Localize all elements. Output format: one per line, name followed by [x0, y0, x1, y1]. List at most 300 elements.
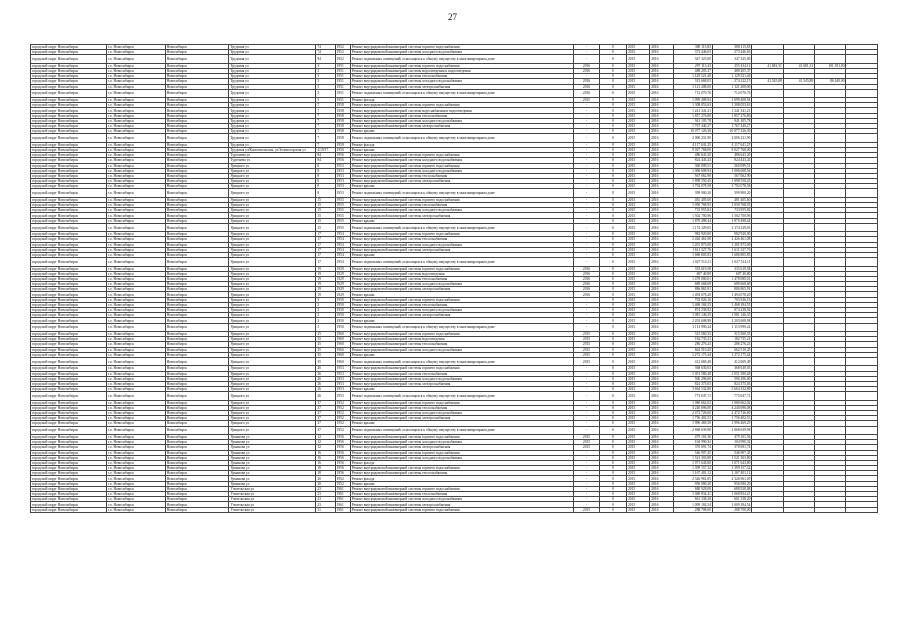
street-cell: Трудовая ул/Комсомольская, ул/Зеленогорская ул: [229, 147, 316, 152]
municipality-cell: городской округ Новосибирск: [31, 68, 107, 73]
municipality-cell: городской округ Новосибирск: [31, 357, 107, 365]
city-district-cell: г.о. Новосибирск: [106, 89, 165, 97]
city-district-cell: г.о. Новосибирск: [106, 318, 165, 323]
municipality-cell: городской округ Новосибирск: [31, 252, 107, 257]
period-to-cell: 2016: [650, 371, 673, 376]
zero-value-cell: 0: [599, 426, 626, 434]
start-year-cell: 2016: [574, 89, 599, 97]
street-cell: Урицкого ул: [229, 258, 316, 266]
period-to-cell: 2016: [650, 147, 673, 152]
build-year-cell: 1953: [335, 173, 350, 178]
start-year-cell: -: [574, 247, 599, 252]
settlement-cell: Новосибирск: [165, 147, 229, 152]
start-year-cell: 2016: [574, 287, 599, 292]
work-type-cell: Ремонт внутридомовой инженерной системы холодного водоснабжения: [350, 158, 574, 163]
cost-cell: 1 167 401,12: [673, 471, 712, 476]
municipality-cell: городской округ Новосибирск: [31, 179, 107, 184]
period-from-cell: 2015: [626, 113, 649, 118]
period-to-cell: 2016: [650, 276, 673, 281]
period-to-cell: 2016: [650, 79, 673, 84]
period-from-cell: 2015: [626, 460, 649, 465]
cost-cell: 2 326 961,05: [673, 476, 712, 481]
municipality-cell: городской округ Новосибирск: [31, 142, 107, 147]
zero-value-cell: 0: [599, 331, 626, 336]
work-type-cell: Ремонт внутридомовой инженерной системы теплоснабжения: [350, 405, 574, 410]
house-number-cell: 19: [316, 276, 335, 281]
street-cell: Урицкого ул: [229, 376, 316, 381]
zero-value-cell: 0: [599, 466, 626, 471]
period-from-cell: 2015: [626, 492, 649, 497]
city-district-cell: г.о. Новосибирск: [106, 213, 165, 218]
zero-value-cell: 0: [599, 492, 626, 497]
work-type-cell: Ремонт внутридомовой инженерной системы горячего водоснабжения: [350, 331, 574, 336]
work-type-cell: Ремонт внутридомовой инженерной системы горячего водоснабжения: [350, 450, 574, 455]
extra-amount-1-cell: [752, 258, 783, 266]
zero-value-cell: 0: [599, 507, 626, 512]
total-cell: 315 560,33: [712, 331, 751, 336]
total-cell: 255 434,12: [712, 63, 751, 68]
municipality-cell: городской округ Новосибирск: [31, 471, 107, 476]
extra-amount-3-cell: [815, 426, 846, 434]
build-year-cell: 1951: [335, 79, 350, 84]
city-district-cell: г.о. Новосибирск: [106, 323, 165, 331]
settlement-cell: Новосибирск: [165, 440, 229, 445]
zero-value-cell: 0: [599, 50, 626, 55]
street-cell: Урицкого ул: [229, 297, 316, 302]
municipality-cell: городской округ Новосибирск: [31, 271, 107, 276]
work-type-cell: Ремонт подвальных помещений, относящихся к общему имуществу в многоквартирном доме: [350, 357, 574, 365]
house-number-cell: 3: [316, 318, 335, 323]
street-cell: Урицкого ул: [229, 357, 316, 365]
zero-value-cell: 0: [599, 352, 626, 357]
municipality-cell: городской округ Новосибирск: [31, 455, 107, 460]
house-number-cell: 15: [316, 197, 335, 202]
street-cell: Урицкого ул: [229, 392, 316, 400]
municipality-cell: городской округ Новосибирск: [31, 376, 107, 381]
zero-value-cell: 0: [599, 455, 626, 460]
extra-amount-4-cell: [846, 507, 878, 512]
build-year-cell: 1960: [335, 357, 350, 365]
start-year-cell: -: [574, 45, 599, 50]
city-district-cell: г.о. Новосибирск: [106, 497, 165, 502]
build-year-cell: 1951: [335, 89, 350, 97]
start-year-cell: -: [574, 50, 599, 55]
start-year-cell: -: [574, 129, 599, 134]
period-from-cell: 2015: [626, 476, 649, 481]
period-from-cell: 2015: [626, 323, 649, 331]
house-number-cell: 7: [316, 129, 335, 134]
table-row: [31, 357, 878, 365]
build-year-cell: 1961: [335, 507, 350, 512]
extra-amount-2-cell: 41 681,31: [783, 63, 814, 68]
build-year-cell: 1955: [335, 208, 350, 213]
period-to-cell: 2016: [650, 297, 673, 302]
work-type-cell: Ремонт внутридомовой инженерной системы холодного водоснабжения: [350, 168, 574, 173]
start-year-cell: -: [574, 455, 599, 460]
period-from-cell: 2015: [626, 173, 649, 178]
zero-value-cell: 0: [599, 98, 626, 103]
street-cell: Учительская ул: [229, 486, 316, 491]
city-district-cell: г.о. Новосибирск: [106, 98, 165, 103]
start-year-cell: 2015: [574, 352, 599, 357]
total-cell: 886 865,91: [712, 287, 751, 292]
settlement-cell: Новосибирск: [165, 302, 229, 307]
build-year-cell: 1952: [335, 411, 350, 416]
zero-value-cell: 0: [599, 158, 626, 163]
municipality-cell: городской округ Новосибирск: [31, 313, 107, 318]
house-number-cell: 84: [316, 158, 335, 163]
start-year-cell: -: [574, 118, 599, 123]
street-cell: Урицкого ул: [229, 266, 316, 271]
cost-cell: 607 40,80: [673, 271, 712, 276]
build-year-cell: 1953: [335, 163, 350, 168]
street-cell: Урицкого ул: [229, 179, 316, 184]
period-to-cell: 2016: [650, 318, 673, 323]
work-type-cell: Ремонт внутридомовой инженерной системы горячего водоснабжения: [350, 45, 574, 50]
settlement-cell: Новосибирск: [165, 208, 229, 213]
street-cell: Трудовая ул: [229, 84, 316, 89]
municipality-cell: городской округ Новосибирск: [31, 481, 107, 486]
city-district-cell: г.о. Новосибирск: [106, 371, 165, 376]
start-year-cell: -: [574, 411, 599, 416]
settlement-cell: Новосибирск: [165, 247, 229, 252]
city-district-cell: г.о. Новосибирск: [106, 282, 165, 287]
cost-cell: 1 080 662,02: [673, 400, 712, 405]
street-cell: Трудовая ул: [229, 50, 316, 55]
municipality-cell: городской округ Новосибирск: [31, 297, 107, 302]
municipality-cell: городской округ Новосибирск: [31, 318, 107, 323]
work-type-cell: Ремонт подвальных помещений, относящихся к общему имуществу в многоквартирном доме: [350, 392, 574, 400]
work-type-cell: Ремонт внутридомовой инженерной системы электроснабжения: [350, 247, 574, 252]
start-year-cell: -: [574, 416, 599, 421]
house-number-cell: 26: [316, 371, 335, 376]
period-to-cell: 2016: [650, 440, 673, 445]
city-district-cell: г.о. Новосибирск: [106, 460, 165, 465]
build-year-cell: 1954: [335, 258, 350, 266]
zero-value-cell: 0: [599, 421, 626, 426]
street-cell: Урицкого ул: [229, 184, 316, 189]
house-number-cell: 23: [316, 502, 335, 507]
settlement-cell: Новосибирск: [165, 376, 229, 381]
municipality-cell: городской округ Новосибирск: [31, 158, 107, 163]
city-district-cell: г.о. Новосибирск: [106, 411, 165, 416]
period-to-cell: 2016: [650, 237, 673, 242]
period-from-cell: 2015: [626, 179, 649, 184]
settlement-cell: Новосибирск: [165, 287, 229, 292]
start-year-cell: -: [574, 252, 599, 257]
municipality-cell: городской округ Новосибирск: [31, 421, 107, 426]
work-type-cell: Ремонт внутридомовой инженерной системы теплоснабжения: [350, 173, 574, 178]
start-year-cell: -: [574, 232, 599, 237]
registry-table-body: [31, 45, 878, 513]
house-number-cell: 3: [316, 84, 335, 89]
start-year-cell: 2015: [574, 434, 599, 439]
city-district-cell: г.о. Новосибирск: [106, 103, 165, 108]
extra-amount-4-cell: [846, 392, 878, 400]
start-year-cell: -: [574, 502, 599, 507]
period-to-cell: 2016: [650, 323, 673, 331]
settlement-cell: Новосибирск: [165, 276, 229, 281]
city-district-cell: г.о. Новосибирск: [106, 481, 165, 486]
period-to-cell: 2016: [650, 218, 673, 223]
extra-amount-1-cell: [752, 392, 783, 400]
period-from-cell: 2015: [626, 337, 649, 342]
street-cell: Урицкого ул: [229, 173, 316, 178]
period-from-cell: 2015: [626, 357, 649, 365]
zero-value-cell: 0: [599, 252, 626, 257]
house-number-cell: 5: [316, 98, 335, 103]
extra-amount-1-cell: [752, 89, 783, 97]
settlement-cell: Новосибирск: [165, 129, 229, 134]
build-year-cell: 1958: [335, 108, 350, 113]
build-year-cell: 1950: [335, 313, 350, 318]
zero-value-cell: 0: [599, 287, 626, 292]
period-to-cell: 2016: [650, 387, 673, 392]
work-type-cell: Ремонт внутридомовой инженерной системы горячего водоснабжения: [350, 466, 574, 471]
period-from-cell: 2015: [626, 331, 649, 336]
start-year-cell: -: [574, 460, 599, 465]
settlement-cell: Новосибирск: [165, 124, 229, 129]
period-from-cell: 2015: [626, 189, 649, 197]
extra-amount-2-cell: [783, 223, 814, 231]
municipality-cell: городской округ Новосибирск: [31, 308, 107, 313]
work-type-cell: Ремонт внутридомовой инженерной системы электроснабжения: [350, 502, 574, 507]
build-year-cell: 1953: [335, 387, 350, 392]
total-cell: 1 167 401,12: [712, 471, 751, 476]
settlement-cell: Новосибирск: [165, 213, 229, 218]
period-to-cell: 2016: [650, 450, 673, 455]
zero-value-cell: 0: [599, 142, 626, 147]
extra-amount-4-cell: [846, 89, 878, 97]
street-cell: Урицкого ул: [229, 242, 316, 247]
extra-amount-4-cell: [846, 134, 878, 142]
total-cell: 1 502 700,96: [712, 213, 751, 218]
house-number-cell: 17: [316, 258, 335, 266]
municipality-cell: городской округ Новосибирск: [31, 381, 107, 386]
street-cell: Урманова ул: [229, 471, 316, 476]
city-district-cell: г.о. Новосибирск: [106, 252, 165, 257]
total-cell: 1 996 469,29: [712, 421, 751, 426]
total-cell: 274 122,15: [712, 79, 751, 84]
work-type-cell: Ремонт внутридомовой инженерной системы теплоснабжения: [350, 471, 574, 476]
total-cell: 288 708,00: [712, 507, 751, 512]
municipality-cell: городской округ Новосибирск: [31, 134, 107, 142]
city-district-cell: г.о. Новосибирск: [106, 247, 165, 252]
build-year-cell: 1958: [335, 124, 350, 129]
start-year-cell: -: [574, 197, 599, 202]
settlement-cell: Новосибирск: [165, 486, 229, 491]
settlement-cell: Новосибирск: [165, 218, 229, 223]
total-cell: 1 468 184,55: [712, 302, 751, 307]
work-type-cell: Ремонт внутридомовой инженерной системы электроснабжения: [350, 213, 574, 218]
settlement-cell: Новосибирск: [165, 266, 229, 271]
build-year-cell: 1953: [335, 184, 350, 189]
municipality-cell: городской округ Новосибирск: [31, 342, 107, 347]
municipality-cell: городской округ Новосибирск: [31, 242, 107, 247]
cost-cell: 3 664 332,80: [673, 387, 712, 392]
period-to-cell: 2016: [650, 507, 673, 512]
city-district-cell: г.о. Новосибирск: [106, 445, 165, 450]
house-number-cell: 7: [316, 142, 335, 147]
period-from-cell: 2015: [626, 223, 649, 231]
zero-value-cell: 0: [599, 476, 626, 481]
municipality-cell: городской округ Новосибирск: [31, 476, 107, 481]
period-to-cell: 2016: [650, 405, 673, 410]
cost-cell: 1 129 521,40: [673, 74, 712, 79]
zero-value-cell: 0: [599, 282, 626, 287]
settlement-cell: Новосибирск: [165, 308, 229, 313]
work-type-cell: Ремонт внутридомовой инженерной системы горячего водоснабжения: [350, 63, 574, 68]
build-year-cell: 1953: [335, 189, 350, 197]
total-cell: 2 472 726,60: [712, 411, 751, 416]
total-cell: 2 326 961,05: [712, 476, 751, 481]
city-district-cell: г.о. Новосибирск: [106, 507, 165, 512]
house-number-cell: 15: [316, 203, 335, 208]
extra-amount-3-cell: [815, 392, 846, 400]
extra-amount-3-cell: 86 440,00: [815, 79, 846, 84]
period-to-cell: 2016: [650, 142, 673, 147]
total-cell: 661 338,20: [712, 497, 751, 502]
period-to-cell: 2016: [650, 342, 673, 347]
total-cell: 874 238,92: [712, 308, 751, 313]
build-year-cell: 1951: [335, 68, 350, 73]
period-from-cell: 2015: [626, 142, 649, 147]
zero-value-cell: 0: [599, 323, 626, 331]
city-district-cell: г.о. Новосибирск: [106, 405, 165, 410]
street-cell: Урицкого ул: [229, 247, 316, 252]
zero-value-cell: 0: [599, 103, 626, 108]
start-year-cell: -: [574, 55, 599, 63]
house-number-cell: 37: [316, 411, 335, 416]
municipality-cell: городской округ Новосибирск: [31, 445, 107, 450]
house-number-cell: 3: [316, 297, 335, 302]
settlement-cell: Новосибирск: [165, 237, 229, 242]
cost-cell: 4 117 641,25: [673, 142, 712, 147]
period-to-cell: 2016: [650, 50, 673, 55]
settlement-cell: Новосибирск: [165, 416, 229, 421]
period-to-cell: 2016: [650, 108, 673, 113]
period-to-cell: 2016: [650, 486, 673, 491]
street-cell: Трудовая ул: [229, 134, 316, 142]
period-from-cell: 2015: [626, 247, 649, 252]
work-type-cell: Ремонт внутридомовой инженерной системы теплоснабжения: [350, 276, 574, 281]
work-type-cell: Ремонт внутридомовой инженерной системы горячего водоснабжения: [350, 297, 574, 302]
build-year-cell: 1952: [335, 45, 350, 50]
street-cell: Учительская ул: [229, 497, 316, 502]
work-type-cell: Ремонт крыши: [350, 421, 574, 426]
period-from-cell: 2015: [626, 342, 649, 347]
period-to-cell: 2016: [650, 366, 673, 371]
city-district-cell: г.о. Новосибирск: [106, 142, 165, 147]
house-number-cell: 23: [316, 497, 335, 502]
cost-cell: 412 069,49: [673, 357, 712, 365]
cost-cell: 703 926,16: [673, 297, 712, 302]
start-year-cell: 2016: [574, 292, 599, 297]
period-from-cell: 2015: [626, 103, 649, 108]
street-cell: Урицкого ул: [229, 318, 316, 323]
period-to-cell: 2016: [650, 502, 673, 507]
house-number-cell: 16: [316, 450, 335, 455]
house-number-cell: 16: [316, 460, 335, 465]
work-type-cell: Ремонт внутридомовой инженерной системы холодного водоснабжения: [350, 347, 574, 352]
period-from-cell: 2015: [626, 502, 649, 507]
start-year-cell: -: [574, 163, 599, 168]
municipality-cell: городской округ Новосибирск: [31, 247, 107, 252]
settlement-cell: Новосибирск: [165, 381, 229, 386]
zero-value-cell: 0: [599, 68, 626, 73]
municipality-cell: городской округ Новосибирск: [31, 416, 107, 421]
municipality-cell: городской округ Новосибирск: [31, 497, 107, 502]
period-from-cell: 2015: [626, 45, 649, 50]
start-year-cell: -: [574, 381, 599, 386]
period-to-cell: 2016: [650, 124, 673, 129]
house-number-cell: 23: [316, 486, 335, 491]
work-type-cell: Ремонт внутридомовой инженерной системы холодного водоснабжения: [350, 455, 574, 460]
total-cell: 1 113 990,24: [712, 323, 751, 331]
period-from-cell: 2015: [626, 129, 649, 134]
street-cell: Урицкого ул: [229, 387, 316, 392]
settlement-cell: Новосибирск: [165, 352, 229, 357]
house-number-cell: 35: [316, 331, 335, 336]
house-number-cell: 8: [316, 173, 335, 178]
cost-cell: 360 099,51: [673, 163, 712, 168]
house-number-cell: 35: [316, 347, 335, 352]
city-district-cell: г.о. Новосибирск: [106, 129, 165, 134]
total-cell: 1 857 276,80: [712, 113, 751, 118]
cost-cell: 1 009 184,54: [673, 502, 712, 507]
cost-cell: 481 405,60: [673, 197, 712, 202]
period-from-cell: 2015: [626, 153, 649, 158]
cost-cell: 297 115,43: [673, 63, 712, 68]
zero-value-cell: 0: [599, 63, 626, 68]
zero-value-cell: 0: [599, 445, 626, 450]
period-from-cell: 2015: [626, 84, 649, 89]
house-number-cell: 17: [316, 237, 335, 242]
city-district-cell: г.о. Новосибирск: [106, 50, 165, 55]
total-cell: 1 009 184,54: [712, 502, 751, 507]
cost-cell: 1 050 768,93: [673, 203, 712, 208]
table-row: [31, 392, 878, 400]
settlement-cell: Новосибирск: [165, 197, 229, 202]
cost-cell: 982 920,00: [673, 232, 712, 237]
zero-value-cell: 0: [599, 129, 626, 134]
settlement-cell: Новосибирск: [165, 466, 229, 471]
settlement-cell: Новосибирск: [165, 445, 229, 450]
start-year-cell: -: [574, 405, 599, 410]
work-type-cell: Ремонт фасада: [350, 142, 574, 147]
settlement-cell: Новосибирск: [165, 232, 229, 237]
cost-cell: 488 205,37: [673, 68, 712, 73]
start-year-cell: -: [574, 208, 599, 213]
extra-amount-1-cell: [752, 357, 783, 365]
street-cell: Трудовая ул: [229, 142, 316, 147]
settlement-cell: Новосибирск: [165, 405, 229, 410]
start-year-cell: -: [574, 492, 599, 497]
total-cell: 1 027 514,11: [712, 258, 751, 266]
house-number-cell: 84: [316, 153, 335, 158]
start-year-cell: -: [574, 108, 599, 113]
municipality-cell: городской округ Новосибирск: [31, 323, 107, 331]
cost-cell: 661 338,20: [673, 497, 712, 502]
municipality-cell: городской округ Новосибирск: [31, 223, 107, 231]
house-number-cell: 3: [316, 63, 335, 68]
street-cell: Урицкого ул: [229, 400, 316, 405]
cost-cell: 399 900,20: [673, 189, 712, 197]
house-number-cell: 37: [316, 426, 335, 434]
total-cell: 607 40,80: [712, 271, 751, 276]
street-cell: Урицкого ул: [229, 252, 316, 257]
total-cell: 1 399 157,32: [712, 466, 751, 471]
